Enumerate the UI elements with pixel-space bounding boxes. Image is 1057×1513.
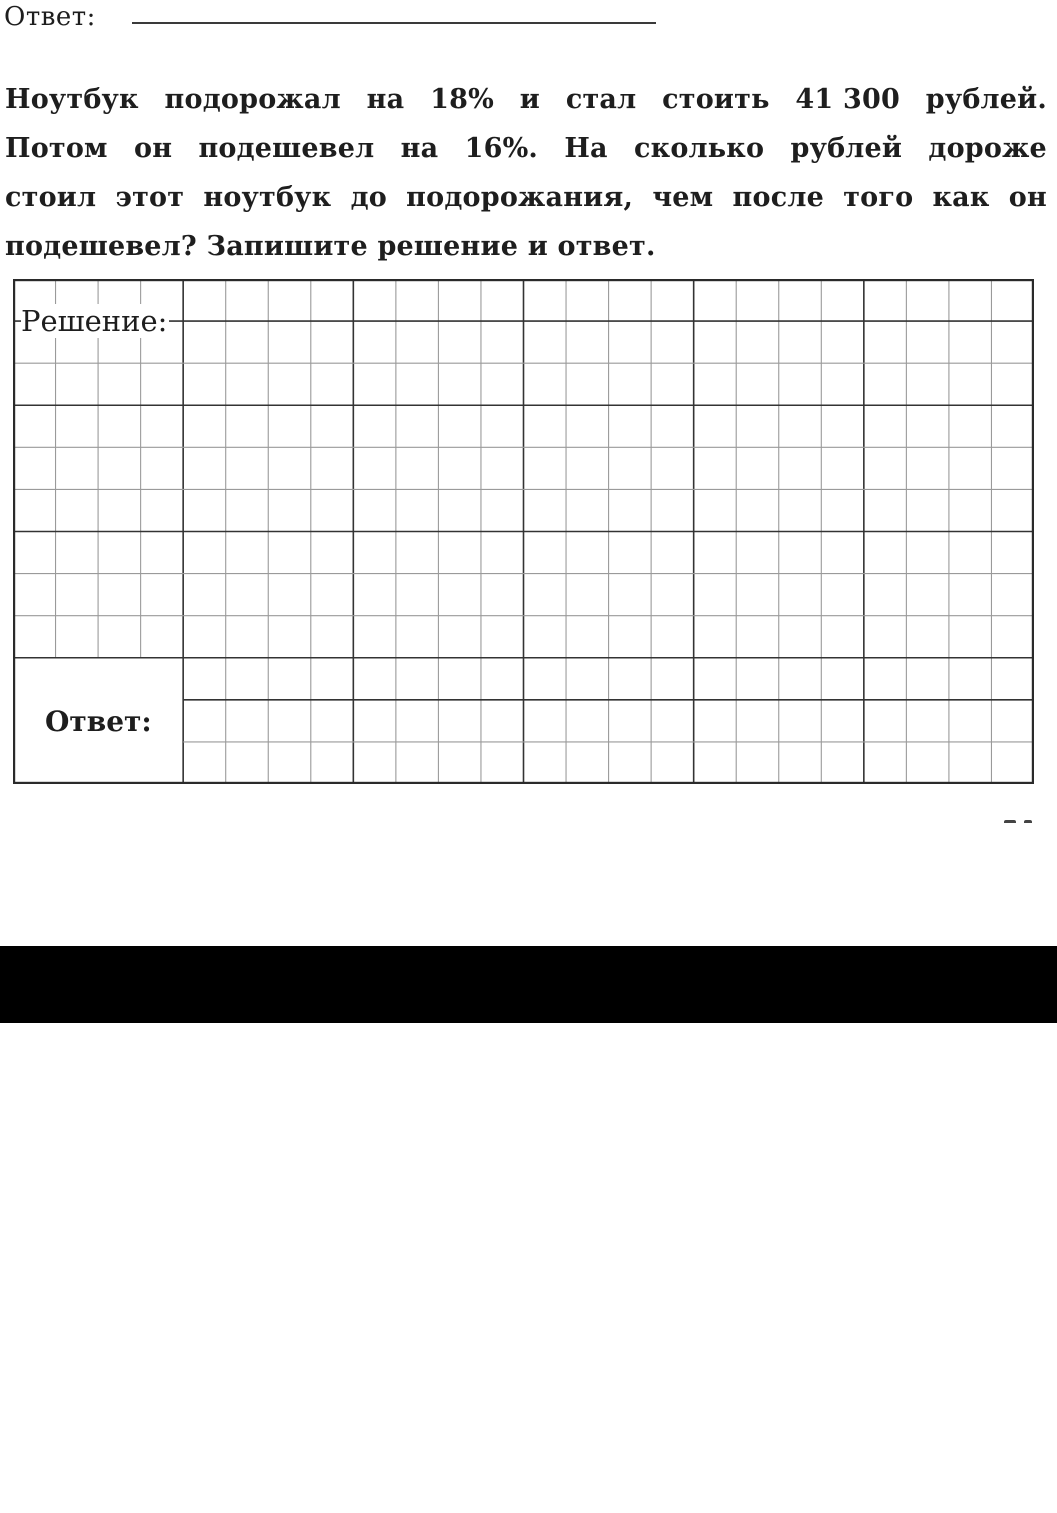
problem-word: до (350, 182, 387, 213)
problem-word: подорожания, (406, 182, 634, 213)
problem-line (5, 124, 1047, 173)
problem-word: 18% (430, 84, 494, 115)
answer-grid[interactable] (13, 279, 1034, 784)
problem-word: На (564, 133, 608, 164)
problem-word: сколько (634, 133, 765, 164)
solution-label: Решение: (21, 304, 168, 338)
problem-word: решение (377, 231, 519, 262)
problem-word: стал (565, 84, 637, 115)
problem-word: подешевел (198, 133, 375, 164)
problem-word: того (843, 182, 914, 213)
problem-word: как (932, 182, 990, 213)
problem-word: 41 300 (795, 84, 900, 115)
problem-word: на (400, 133, 439, 164)
problem-line (5, 173, 1047, 222)
problem-word: дороже (928, 133, 1047, 164)
problem-word: подешевел? (5, 231, 197, 262)
problem-word: чем (652, 182, 714, 213)
problem-word: он (1008, 182, 1047, 213)
problem-word: на (366, 84, 405, 115)
problem-word: подорожал (164, 84, 341, 115)
problem-word: он (133, 133, 173, 164)
answer-form (13, 279, 1034, 784)
problem-word: и (527, 231, 548, 262)
problem-word: и (519, 84, 540, 115)
top-answer-block (4, 0, 96, 32)
problem-word: Ноутбук (5, 84, 139, 115)
problem-word: этот (115, 182, 185, 213)
top-answer-blank-line[interactable] (132, 22, 656, 24)
problem-word: стоить (662, 84, 770, 115)
problem-word: ответ. (557, 231, 656, 262)
page-number-fragment (1004, 818, 1038, 824)
problem-word: Запишите (206, 231, 368, 262)
problem-word: Потом (5, 133, 108, 164)
problem-word: ноутбук (203, 182, 332, 213)
problem-word: после (732, 182, 824, 213)
problem-word: рублей (790, 133, 903, 164)
black-band (0, 946, 1057, 1023)
problem-word: рублей. (925, 84, 1047, 115)
answer-label: Ответ: (45, 705, 152, 738)
problem-word: 16%. (464, 133, 539, 164)
top-answer-label: Ответ: (4, 2, 96, 32)
problem-line (5, 222, 1047, 271)
problem-word: стоил (5, 182, 97, 213)
problem-line (5, 75, 1047, 124)
problem-statement (5, 75, 1047, 271)
